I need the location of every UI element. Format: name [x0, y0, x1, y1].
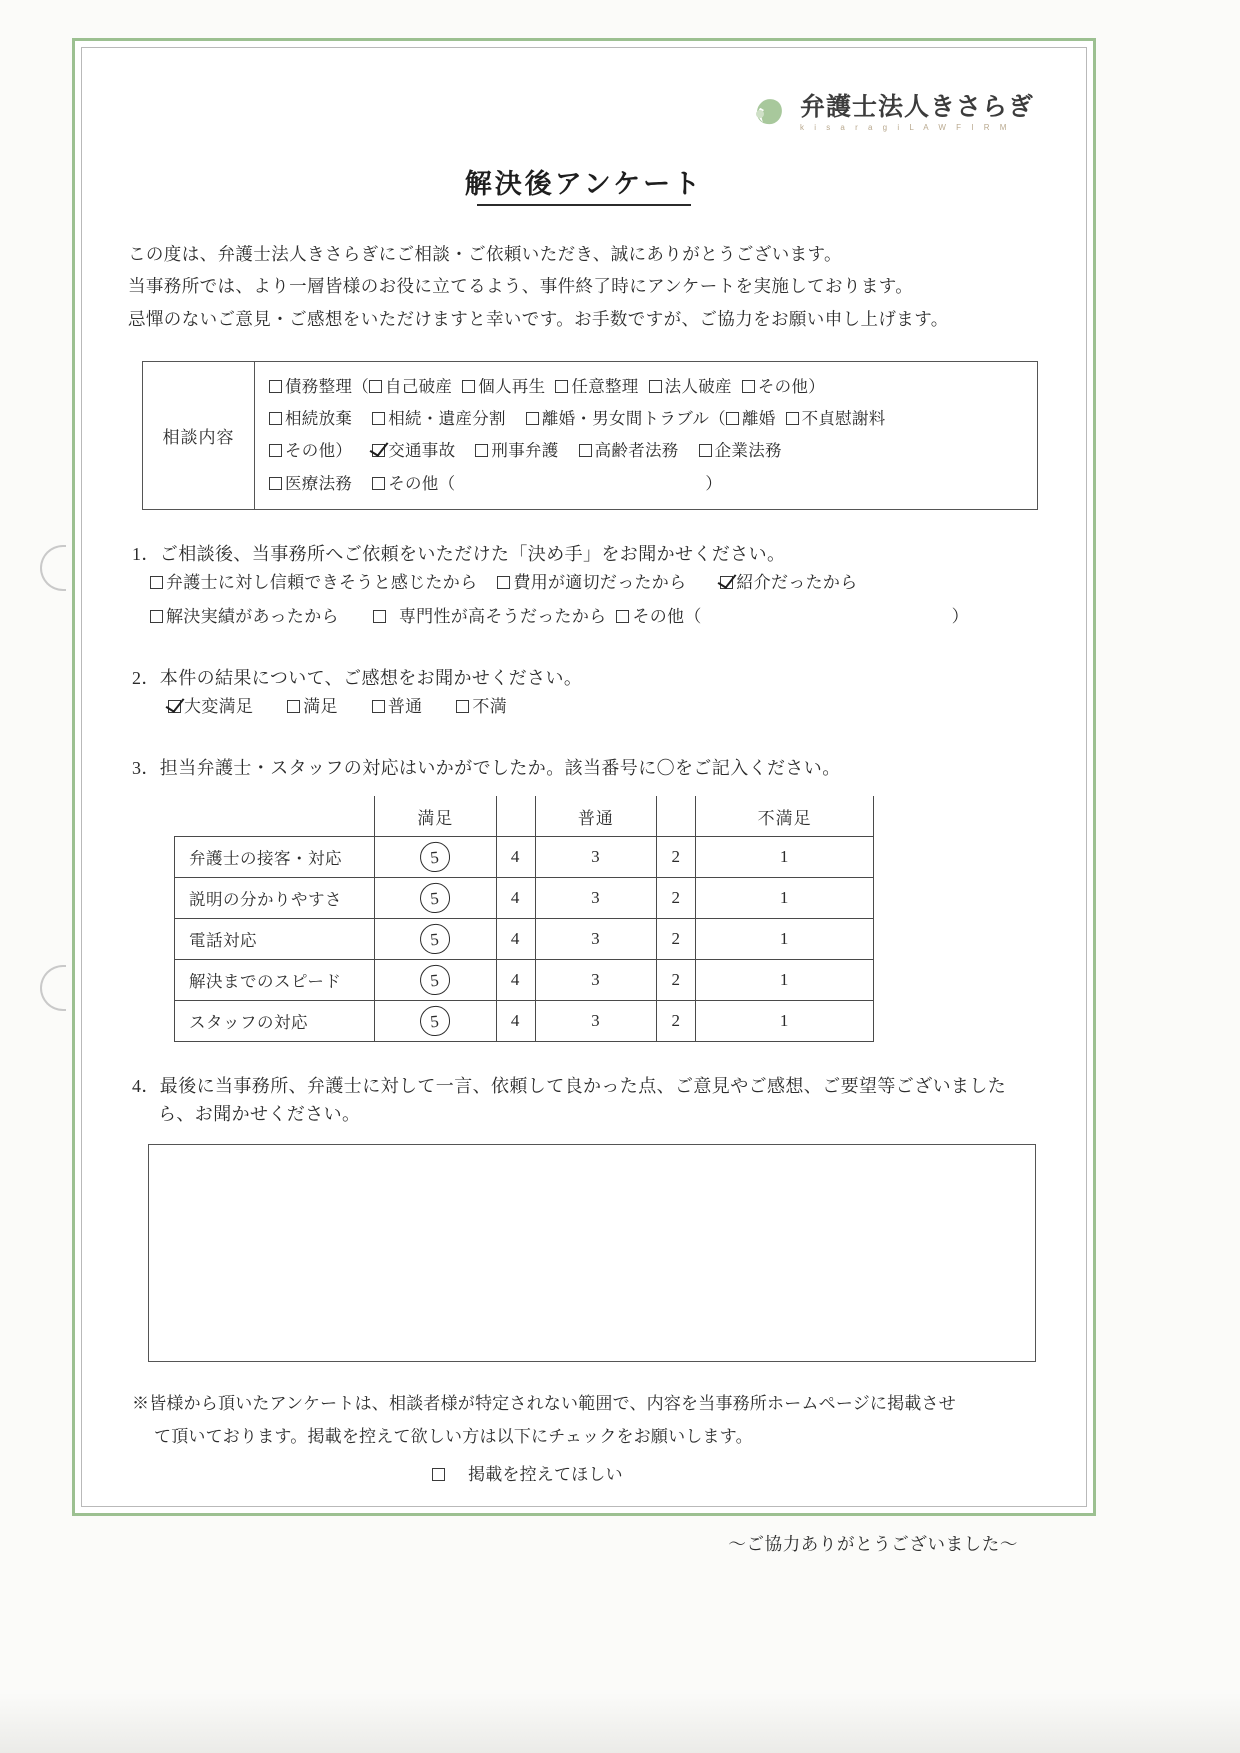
checkbox-q1-trust[interactable] — [150, 576, 163, 589]
rating-row-label-3: 解決までのスピード — [175, 960, 375, 1001]
checkbox-medical-law[interactable] — [269, 477, 282, 490]
publication-optout-row — [132, 1459, 1038, 1491]
rating-cell-2-4[interactable]: 4 — [496, 919, 535, 960]
checkbox-q1-referral[interactable] — [720, 576, 733, 589]
checkbox-family-other[interactable] — [269, 444, 282, 457]
rating-cell-4-3[interactable]: 3 — [535, 1001, 657, 1042]
checkbox-civil-rehab[interactable] — [462, 380, 475, 393]
label-adultery-damages: 不貞慰謝料 — [801, 409, 886, 429]
checkbox-inheritance-division[interactable] — [372, 412, 385, 425]
checkbox-q2-dissatisfied[interactable] — [456, 700, 469, 713]
label-divorce: 離婚 — [741, 409, 776, 429]
label-consult-other: その他（ — [388, 473, 456, 493]
rating-header-spacer-1 — [496, 796, 535, 837]
consultation-row-3 — [269, 435, 1037, 467]
label-civil-rehab: 個人再生 — [478, 377, 546, 397]
label-q2-dissatisfied: 不満 — [472, 696, 508, 716]
question-4-heading-line-1: 4．最後に当事務所、弁護士に対して一言、依頼して良かった点、ご意見やご感想、ご要望等ございました — [132, 1076, 1007, 1097]
checkbox-q1-other[interactable] — [616, 610, 629, 623]
checkbox-debt-consolidation[interactable] — [269, 380, 282, 393]
checkbox-corporate-bankruptcy[interactable] — [649, 380, 662, 393]
checkbox-adultery-damages[interactable] — [786, 412, 799, 425]
title-underline — [477, 204, 691, 206]
question-2-heading: 2．本件の結果について、ご感想をお聞かせください。 — [132, 667, 583, 688]
page-title — [116, 162, 1052, 210]
rating-header-normal: 普通 — [535, 796, 657, 837]
intro-line-3: 忌憚のないご意見・ご感想をいただけますと幸いです。お手数ですが、ご協力をお願い申し上げます。 — [128, 308, 949, 329]
label-corporate-law: 企業法務 — [714, 441, 782, 461]
q1-other-close-paren: ） — [951, 606, 969, 626]
consultation-row-4 — [269, 468, 1037, 500]
circled-answer: 5 — [419, 964, 452, 997]
label-inheritance-division: 相続・遺産分割 — [388, 409, 506, 429]
firm-name: 弁護士法人きさらぎ — [799, 93, 1034, 121]
intro-line-2: 当事務所では、より一層皆様のお役に立てるよう、事件終了時にアンケートを実施しております。 — [128, 276, 914, 297]
free-comment-box[interactable] — [148, 1144, 1036, 1362]
rating-cell-4-1[interactable]: 1 — [696, 1001, 874, 1042]
rating-row-label-1: 説明の分かりやすさ — [175, 878, 375, 919]
binder-ring-mark-top — [40, 545, 66, 591]
rating-cell-2-3[interactable]: 3 — [535, 919, 657, 960]
rating-table-wrapper — [174, 796, 1052, 1043]
consultation-type-options — [255, 362, 1037, 509]
checkbox-q2-very-satisfied[interactable] — [168, 700, 181, 713]
survey-page-inner — [81, 47, 1087, 1555]
circled-answer: 5 — [419, 923, 452, 956]
rating-cell-0-1[interactable]: 1 — [696, 837, 874, 878]
question-1-heading: 1．ご相談後、当事務所へご依頼をいただけた「決め手」をお聞かせください。 — [132, 543, 786, 564]
rating-cell-3-4[interactable]: 4 — [496, 960, 535, 1001]
consultation-row-1 — [269, 371, 1037, 403]
rating-corner-cell — [175, 796, 375, 837]
rating-cell-2-5[interactable] — [375, 919, 497, 960]
consultation-row-2 — [269, 403, 1037, 435]
rating-cell-4-4[interactable]: 4 — [496, 1001, 535, 1042]
checkbox-divorce[interactable] — [726, 412, 739, 425]
page-title-text: 解決後アンケート — [464, 169, 704, 199]
label-q1-trust: 弁護士に対し信頼できそうと感じたから — [166, 572, 478, 592]
checkbox-q1-expertise[interactable] — [373, 610, 386, 623]
rating-row-label-4: スタッフの対応 — [175, 1001, 375, 1042]
label-criminal-defense: 刑事弁護 — [491, 441, 559, 461]
label-q1-track-record: 解決実績があったから — [166, 606, 339, 626]
rating-header-spacer-2 — [657, 796, 696, 837]
label-q2-normal: 普通 — [387, 696, 423, 716]
checkbox-traffic-accident[interactable] — [372, 444, 385, 457]
table-row — [175, 878, 874, 919]
rating-cell-1-4[interactable]: 4 — [496, 878, 535, 919]
rating-cell-3-5[interactable] — [375, 960, 497, 1001]
rating-header-dissatisfied: 不満足 — [696, 796, 874, 837]
checkbox-inheritance-waiver[interactable] — [269, 412, 282, 425]
checkbox-elderly-law[interactable] — [579, 444, 592, 457]
label-medical-law: 医療法務 — [285, 473, 353, 493]
label-withhold-publication: 掲載を控えてほしい — [468, 1464, 623, 1484]
leaf-logo-icon — [748, 94, 788, 132]
checkbox-q1-track-record[interactable] — [150, 610, 163, 623]
consultation-type-label: 相談内容 — [143, 362, 255, 509]
rating-row-label-2: 電話対応 — [175, 919, 375, 960]
rating-cell-0-2[interactable]: 2 — [657, 837, 696, 878]
rating-cell-4-2[interactable]: 2 — [657, 1001, 696, 1042]
rating-row-label-0: 弁護士の接客・対応 — [175, 837, 375, 878]
intro-line-1: この度は、弁護士法人きさらぎにご相談・ご依頼いただき、誠にありがとうございます。 — [128, 244, 842, 264]
rating-header-satisfied: 満足 — [375, 796, 497, 837]
rating-cell-2-1[interactable]: 1 — [696, 919, 874, 960]
table-row — [175, 919, 874, 960]
circled-answer: 5 — [419, 1005, 452, 1038]
rating-cell-1-1[interactable]: 1 — [696, 878, 874, 919]
circled-answer: 5 — [419, 882, 452, 915]
label-traffic-accident: 交通事故 — [388, 441, 456, 461]
label-q1-other: その他（ — [632, 606, 702, 626]
checkbox-consult-other[interactable] — [372, 477, 385, 490]
binder-ring-mark-bottom — [40, 965, 66, 1011]
checkbox-withhold-publication[interactable] — [432, 1468, 445, 1481]
label-voluntary-arrangement: 任意整理 — [571, 377, 639, 397]
label-debt-consolidation: 債務整理（ — [285, 377, 369, 397]
firm-name-romaji: k i s a r a g i L A W F I R M — [799, 122, 1011, 132]
consultation-type-table — [142, 361, 1038, 510]
checkbox-divorce-trouble[interactable] — [526, 412, 539, 425]
label-bankruptcy-self: 自己破産 — [385, 377, 453, 397]
circled-answer: 5 — [419, 841, 452, 874]
label-q1-expertise: 専門性が高そうだったから — [398, 606, 607, 626]
survey-page — [72, 38, 1096, 1555]
label-family-other: その他） — [285, 441, 353, 461]
rating-cell-4-5[interactable] — [375, 1001, 497, 1042]
label-inheritance-waiver: 相続放棄 — [285, 409, 353, 429]
rating-cell-0-3[interactable]: 3 — [535, 837, 657, 878]
label-q2-very-satisfied: 大変満足 — [184, 696, 254, 716]
publication-note-line-2: て頂いております。掲載を控えて欲しい方は以下にチェックをお願いします。 — [154, 1426, 753, 1446]
question-2-options — [132, 690, 1038, 724]
question-4 — [132, 1072, 1038, 1126]
rating-cell-0-4[interactable]: 4 — [496, 837, 535, 878]
checkbox-debt-other[interactable] — [742, 380, 755, 393]
publication-note-line-1: ※皆様から頂いたアンケートは、相談者様が特定されない範囲で、内容を当事務所ホームページに掲載させ — [132, 1394, 956, 1414]
question-1-options-row-1 — [132, 566, 1038, 600]
question-1 — [132, 540, 1038, 634]
question-2 — [132, 664, 1038, 724]
checkbox-q2-normal[interactable] — [372, 700, 385, 713]
table-row — [175, 837, 874, 878]
label-corporate-bankruptcy: 法人破産 — [664, 377, 732, 397]
closing-message: ～ご協力ありがとうございました～ — [728, 1534, 1018, 1555]
rating-cell-3-3[interactable]: 3 — [535, 960, 657, 1001]
label-q2-satisfied: 満足 — [303, 696, 338, 716]
checkbox-criminal-defense[interactable] — [475, 444, 488, 457]
checkbox-corporate-law[interactable] — [699, 444, 712, 457]
intro-paragraph — [116, 238, 1052, 335]
scan-shadow — [0, 1693, 1240, 1753]
checkbox-q1-fee[interactable] — [497, 576, 510, 589]
table-row — [175, 960, 874, 1001]
rating-cell-2-2[interactable]: 2 — [657, 919, 696, 960]
publication-note — [132, 1388, 1038, 1491]
consult-other-close-paren: ） — [705, 473, 723, 493]
label-q1-referral: 紹介だったから — [736, 572, 858, 592]
checkbox-bankruptcy-self[interactable] — [369, 380, 382, 393]
question-3 — [132, 754, 1038, 780]
firm-logo — [116, 90, 1034, 136]
rating-cell-1-5[interactable] — [375, 878, 497, 919]
table-row — [175, 1001, 874, 1042]
rating-cell-3-2[interactable]: 2 — [657, 960, 696, 1001]
label-divorce-trouble: 離婚・男女間トラブル（ — [541, 409, 726, 429]
checkbox-q2-satisfied[interactable] — [287, 700, 300, 713]
rating-table — [174, 796, 874, 1043]
question-1-options-row-2 — [132, 600, 1038, 634]
rating-cell-1-3[interactable]: 3 — [535, 878, 657, 919]
label-elderly-law: 高齢者法務 — [594, 441, 679, 461]
question-3-heading: 3．担当弁護士・スタッフの対応はいかがでしたか。該当番号に〇をご記入ください。 — [132, 757, 841, 778]
rating-cell-3-1[interactable]: 1 — [696, 960, 874, 1001]
rating-cell-0-5[interactable] — [375, 837, 497, 878]
question-4-heading-line-2: ら、お聞かせください。 — [158, 1104, 361, 1125]
checkbox-voluntary-arrangement[interactable] — [555, 380, 568, 393]
label-debt-other: その他） — [757, 377, 826, 397]
rating-cell-1-2[interactable]: 2 — [657, 878, 696, 919]
rating-header-row — [175, 796, 874, 837]
label-q1-fee: 費用が適切だったから — [513, 572, 687, 592]
